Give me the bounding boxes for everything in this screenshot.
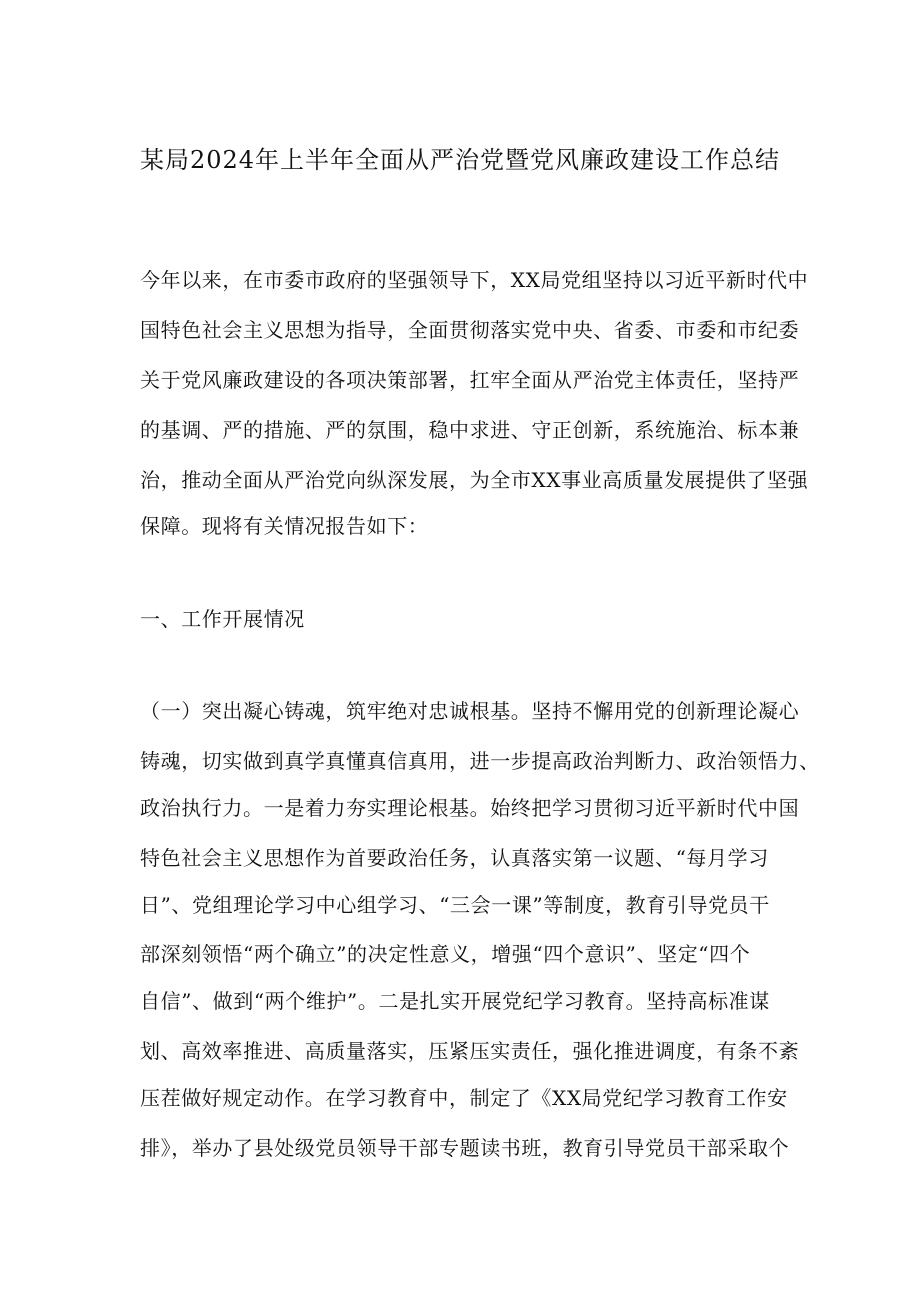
body-line: 压茬做好规定动作。在学习教育中，制定了《XX局党纪学习教育工作安 (140, 1086, 788, 1110)
intro-line: 治，推动全面从严治党向纵深发展，为全市XX事业高质量发展提供了坚强 (140, 468, 809, 492)
body-line: 日”、党组理论学习中心组学习、“三会一课”等制度，教育引导党员干 (140, 893, 770, 917)
body-line: 划、高效率推进、高质量落实，压紧压实责任，强化推进调度，有条不紊 (140, 1039, 800, 1063)
intro-line: 保障。现将有关情况报告如下： (140, 514, 429, 538)
body-line: （一）突出凝心铸魂，筑牢绝对忠诚根基。坚持不懈用党的创新理论凝心 (140, 699, 800, 723)
intro-line: 今年以来，在市委市政府的坚强领导下，XX局党组坚持以习近平新时代中 (140, 268, 809, 292)
body-line: 铸魂，切实做到真学真懂真信真用，进一步提高政治判断力、政治领悟力、 (140, 749, 820, 773)
body-line: 排》，举办了县处级党员领导干部专题读书班，教育引导党员干部采取个 (140, 1136, 790, 1160)
document-title: 某局2024年上半年全面从严治党暨党风廉政建设工作总结 (139, 146, 781, 174)
section-heading: 一、工作开展情况 (140, 607, 305, 631)
body-line: 政治执行力。一是着力夯实理论根基。始终把学习贯彻习近平新时代中国 (140, 796, 800, 820)
body-line: 部深刻领悟“两个确立”的决定性意义，增强“四个意识”、坚定“四个 (140, 942, 751, 966)
body-line: 特色社会主义思想作为首要政治任务，认真落实第一议题、“每月学习 (140, 846, 769, 870)
intro-line: 的基调、严的措施、严的氛围，稳中求进、守正创新，系统施治、标本兼 (140, 418, 800, 442)
body-line: 自信”、做到“两个维护”。二是扎实开展党纪学习教育。坚持高标准谋 (140, 989, 770, 1013)
intro-line: 国特色社会主义思想为指导，全面贯彻落实党中央、省委、市委和市纪委 (140, 318, 800, 342)
intro-line: 关于党风廉政建设的各项决策部署，扛牢全面从严治党主体责任，坚持严 (140, 368, 800, 392)
